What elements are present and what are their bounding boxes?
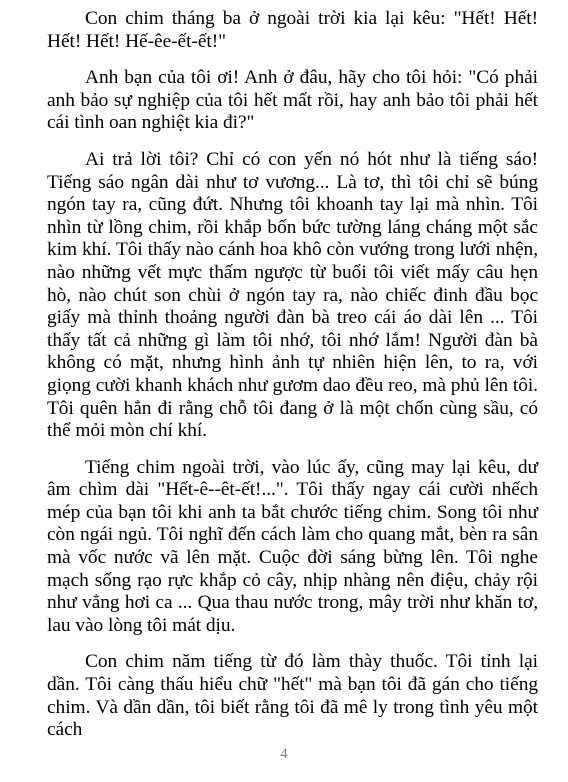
paragraph: Tiếng chim ngoài trời, vào lúc ấy, cũng may lại kêu, dư âm chìm dài "Hết-ê--êt-ết!...". Tôi thấy ngay cái cười nhếch mép của bạn tôi khi anh ta bắt chước tiếng chim. Song tôi như còn ngái ngủ. Tôi nghĩ đến cách làm cho quang mắt, bèn ra sân mà vốc nước vã lên mặt. Cuộc đời sáng bừng lên. Tôi nghe mạch sống rạo rực khắp cỏ cây, nhịp nhàng nên điệu, chảy rội như vẳng hơi ca ... Qua thau nước trong, mây trời như khăn tơ, lau vào lòng tôi mát dịu.: [47, 456, 538, 636]
page-body: [47, 8, 538, 756]
paragraph: Anh bạn của tôi ơi! Anh ở đâu, hãy cho tôi hỏi: "Có phải anh bảo sự nghiệp của tôi hết mất rồi, hay anh bảo tôi phải hết cái tình oan nghiệt kia đi?": [47, 67, 538, 134]
page-number: 4: [280, 746, 288, 762]
paragraph: Con chim tháng ba ở ngoài trời kia lại kêu: "Hết! Hết! Hết! Hết! Hế-êe-ết-ết!": [47, 8, 538, 52]
paragraph: Con chim năm tiếng từ đó làm thày thuốc. Tôi tỉnh lại dần. Tôi càng thấu hiểu chữ "hết" mà bạn tôi đã gán cho tiếng chim. Và dần dần, tôi biết rằng tôi đã mê ly trong tình yêu một cách: [47, 651, 538, 741]
paragraph: Ai trả lời tôi? Chỉ có con yến nó hót như là tiếng sáo! Tiếng sáo ngân dài như tơ vương... Là tơ, thì tôi chỉ sẽ búng ngón tay ra, cũng đứt. Nhưng tôi khoanh tay lại mà nhìn. Tôi nhìn từ lồng chim, rồi khắp bốn bức tường láng cháng một sắc kim khí. Tôi thấy nào cánh hoa khô còn vướng trong lưới nhện, nào những vết mực thấm ngược từ buổi tôi viết mấy câu hẹn hò, nào chút son chùi ở ngón tay ra, nào chiếc đinh đầu bọc giấy mà thỉnh thoảng người đàn bà treo cái áo dài lên ... Tôi thấy tất cả những gì làm tôi nhớ, tôi nhớ lắm! Người đàn bà không có mặt, nhưng hình ảnh tự nhiên hiện lên, to ra, với giọng cười khanh khách như gươm dao đều reo, mà phủ lên tôi. Tôi quên hẳn đi rằng chỗ tôi đang ở là một chốn cùng sầu, có thể mỏi mòn chí khí.: [47, 148, 538, 442]
